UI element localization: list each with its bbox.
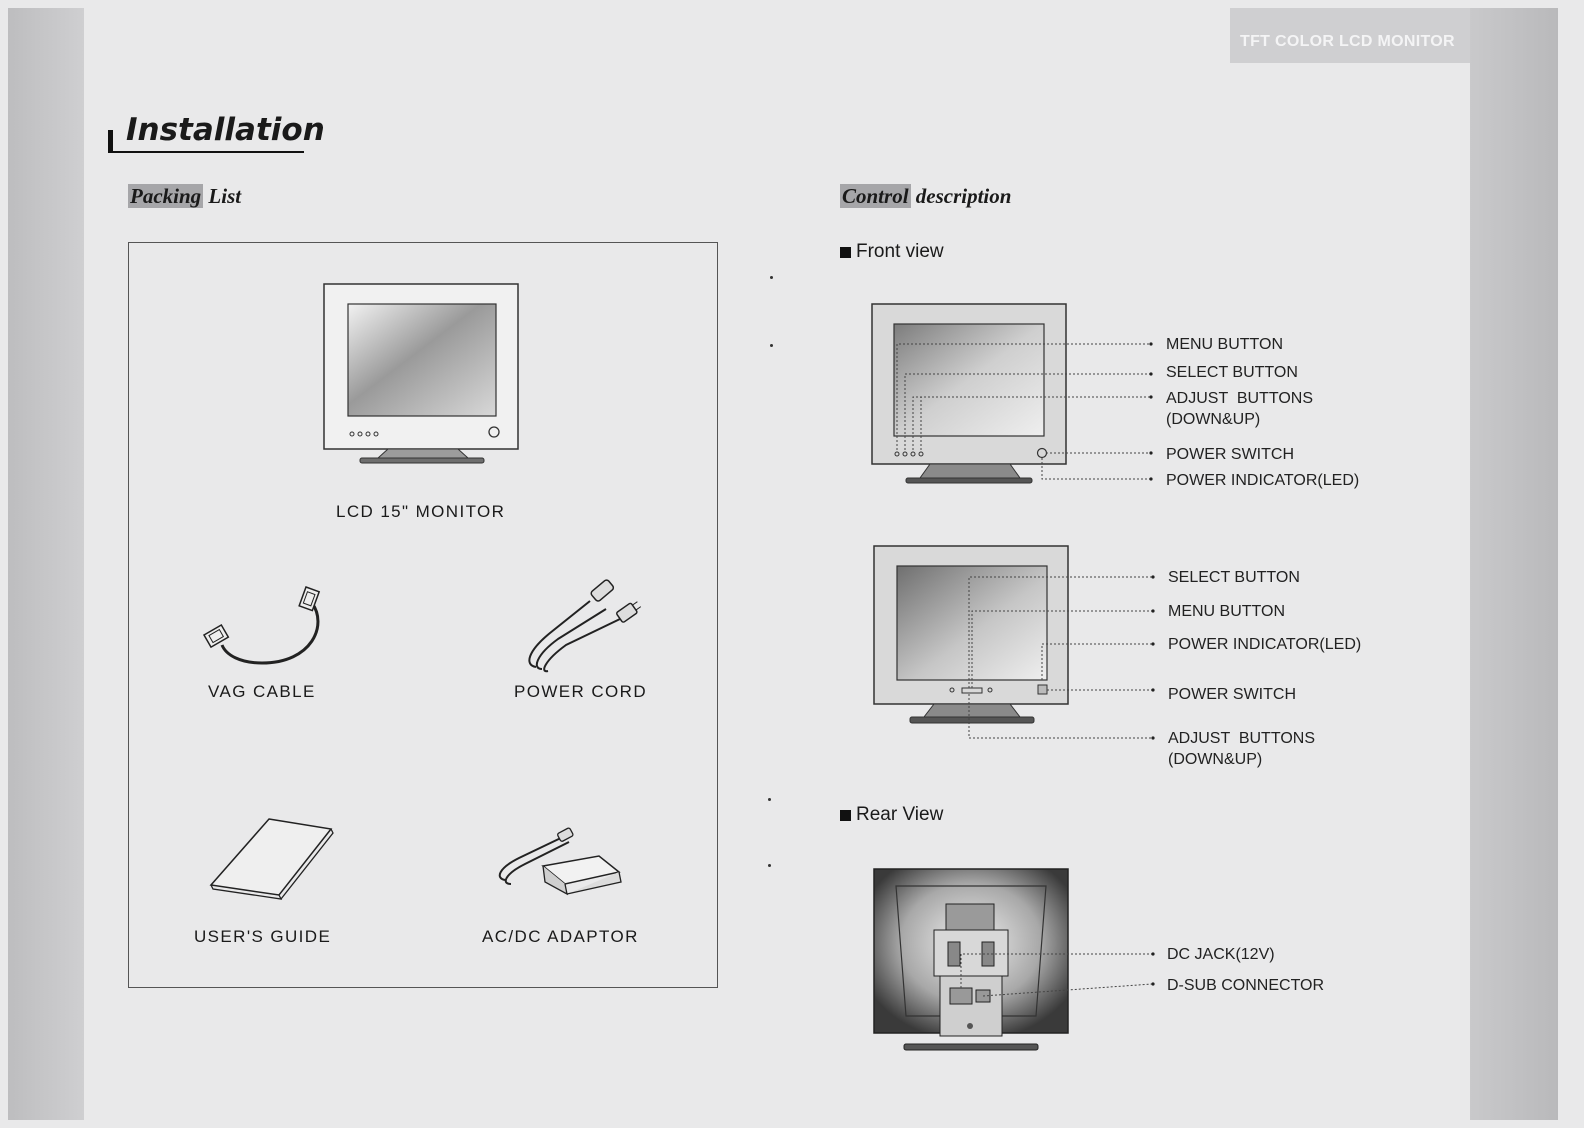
front-view-2-diagram — [870, 542, 1170, 747]
adjust-line1: ADJUST BUTTONS — [1166, 390, 1313, 407]
stray-dot — [770, 344, 773, 347]
callout-adjust-buttons-1 — [1166, 388, 1313, 430]
callout-menu-button-2: MENU BUTTON — [1168, 603, 1286, 620]
callout-menu-button-1: MENU BUTTON — [1166, 336, 1284, 353]
callout-adjust-buttons-2 — [1168, 728, 1315, 770]
adjust-line2: (DOWN&UP) — [1166, 411, 1261, 428]
power-cord-illustration — [520, 585, 640, 675]
rear-view-heading — [840, 804, 943, 826]
front-view-title: Front view — [856, 241, 944, 262]
callout-power-switch-1: POWER SWITCH — [1166, 446, 1294, 463]
callout-dc-jack: DC JACK(12V) — [1167, 946, 1275, 963]
item-label-users-guide: USER'S GUIDE — [194, 927, 332, 946]
page-edge-left — [8, 8, 84, 1120]
item-label-power-cord: POWER CORD — [514, 682, 647, 701]
callout-select-button-2: SELECT BUTTON — [1168, 569, 1300, 586]
vga-cable-illustration — [200, 585, 330, 670]
page-edge-right — [1470, 8, 1558, 1120]
callout-power-switch-2: POWER SWITCH — [1168, 686, 1296, 703]
lcd-monitor-illustration — [318, 280, 528, 470]
item-label-vga-cable: VAG CABLE — [208, 682, 316, 701]
page-title: Installation — [126, 112, 325, 148]
control-heading-highlight: Control — [842, 184, 909, 208]
control-heading-rest: description — [910, 184, 1012, 208]
rear-view-title: Rear View — [856, 804, 944, 825]
front-view-heading — [840, 241, 944, 263]
bullet-square — [840, 247, 851, 258]
rear-view-diagram — [870, 866, 1170, 1056]
callout-power-indicator-1: POWER INDICATOR(LED) — [1166, 472, 1360, 489]
acdc-adaptor-illustration — [495, 830, 630, 900]
callout-power-indicator-2: POWER INDICATOR(LED) — [1168, 636, 1362, 653]
adjust-line1: ADJUST BUTTONS — [1168, 730, 1315, 747]
title-underline — [108, 151, 304, 153]
stray-dot — [768, 864, 771, 867]
stray-dot — [770, 276, 773, 279]
callout-dsub-connector: D-SUB CONNECTOR — [1167, 977, 1325, 994]
item-label-monitor: LCD 15" MONITOR — [336, 502, 506, 521]
control-description-heading — [840, 184, 1011, 209]
packing-heading-rest: List — [203, 184, 242, 208]
title-marker — [108, 130, 113, 152]
item-label-acdc-adaptor: AC/DC ADAPTOR — [482, 927, 639, 946]
packing-heading-highlight: Packing — [130, 184, 202, 208]
header-label: TFT COLOR LCD MONITOR — [1240, 33, 1455, 50]
packing-list-heading — [128, 184, 241, 209]
stray-dot — [768, 798, 771, 801]
callout-select-button-1: SELECT BUTTON — [1166, 364, 1298, 381]
users-guide-illustration — [205, 815, 340, 905]
bullet-square — [840, 810, 851, 821]
front-view-1-diagram — [868, 300, 1168, 490]
adjust-line2: (DOWN&UP) — [1168, 751, 1263, 768]
